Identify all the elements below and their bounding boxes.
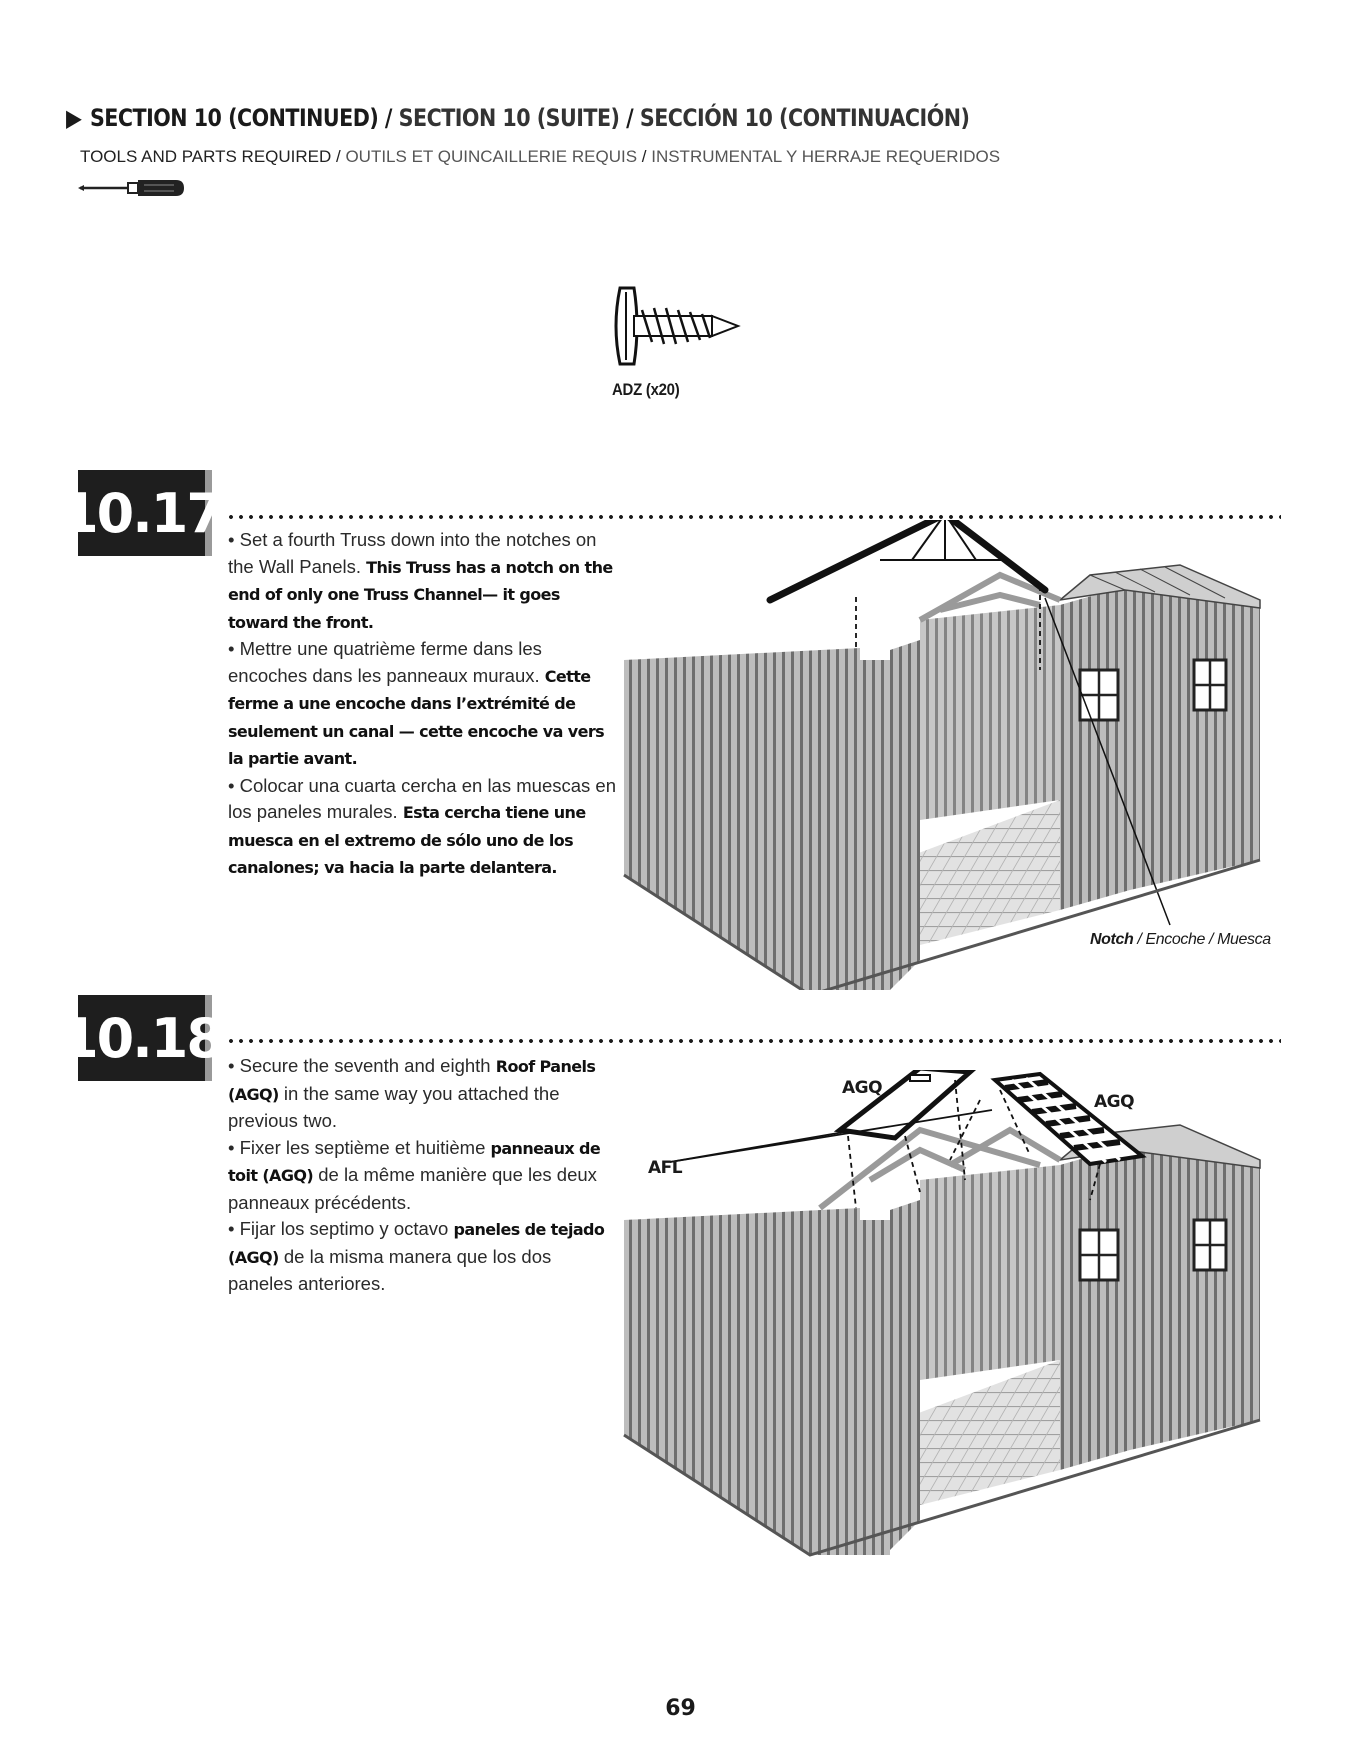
step-number-badge: 10.18: [78, 995, 212, 1081]
instruction-en: • Set a fourth Truss down into the notches on the Wall Panels. This Truss has a notch on the end of only one Truss Channel— it goes toward the front.: [228, 529, 613, 632]
screwdriver-icon: [78, 176, 186, 200]
header-es: SECCIÓN 10 (CONTINUACIÓN): [639, 104, 970, 132]
instruction-es: • Colocar una cuarta cercha en las muescas en los paneles murales. Esta cercha tiene une muesca en el extremo de sólo uno de los canalones; va hacia la parte delantera.: [228, 774, 616, 877]
header-en: SECTION 10 (CONTINUED): [89, 104, 379, 132]
callout-afl: AFL: [648, 1158, 683, 1178]
instruction-en: • Secure the seventh and eighth Roof Panels (AGQ) in the same way you attached the previous two.: [228, 1055, 596, 1131]
tools-en: TOOLS AND PARTS REQUIRED: [80, 147, 332, 166]
play-arrow-icon: ▶: [66, 104, 82, 132]
dotted-divider: [226, 1038, 1281, 1044]
instruction-fr: • Mettre une quatrième ferme dans les encoches dans les panneaux muraux. Cette ferme a une encoche dans l’extrémité de seulement un canal — cette encoche va vers la partie avant.: [228, 638, 605, 768]
shed-roof-panels-illustration: [620, 1070, 1290, 1560]
callout-agq-left: AGQ: [842, 1078, 883, 1098]
tools-es: INSTRUMENTAL Y HERRAJE REQUERIDOS: [651, 147, 1001, 166]
instruction-es: • Fijar los septimo y octavo paneles de tejado (AGQ) de la misma manera que los dos paneles anteriores.: [228, 1218, 605, 1294]
step-10-18-instructions: [228, 1053, 618, 1298]
step-10-17-instructions: [228, 527, 618, 882]
page-number: 69: [665, 1696, 696, 1721]
part-label-adz: ADZ (x20): [612, 380, 680, 399]
tools-required-line: TOOLS AND PARTS REQUIRED / OUTILS ET QUINCAILLERIE REQUIS / INSTRUMENTAL Y HERRAJE REQUERIDOS: [80, 147, 1001, 166]
callout-agq-right: AGQ: [1094, 1092, 1135, 1112]
notch-callout: Notch / Encoche / Muesca: [1090, 931, 1271, 948]
tools-fr: OUTILS ET QUINCAILLERIE REQUIS: [345, 147, 638, 166]
header-fr: SECTION 10 (SUITE): [398, 104, 620, 132]
screw-adz-icon: [612, 284, 742, 368]
step-number-badge: 10.17: [78, 470, 212, 556]
section-header: ▶ SECTION 10 (CONTINUED) / SECTION 10 (SUITE) / SECCIÓN 10 (CONTINUACIÓN): [66, 104, 970, 132]
instruction-fr: • Fixer les septième et huitième panneaux de toit (AGQ) de la même manière que les deux panneaux précédents.: [228, 1136, 601, 1213]
shed-truss-illustration: [620, 520, 1290, 990]
